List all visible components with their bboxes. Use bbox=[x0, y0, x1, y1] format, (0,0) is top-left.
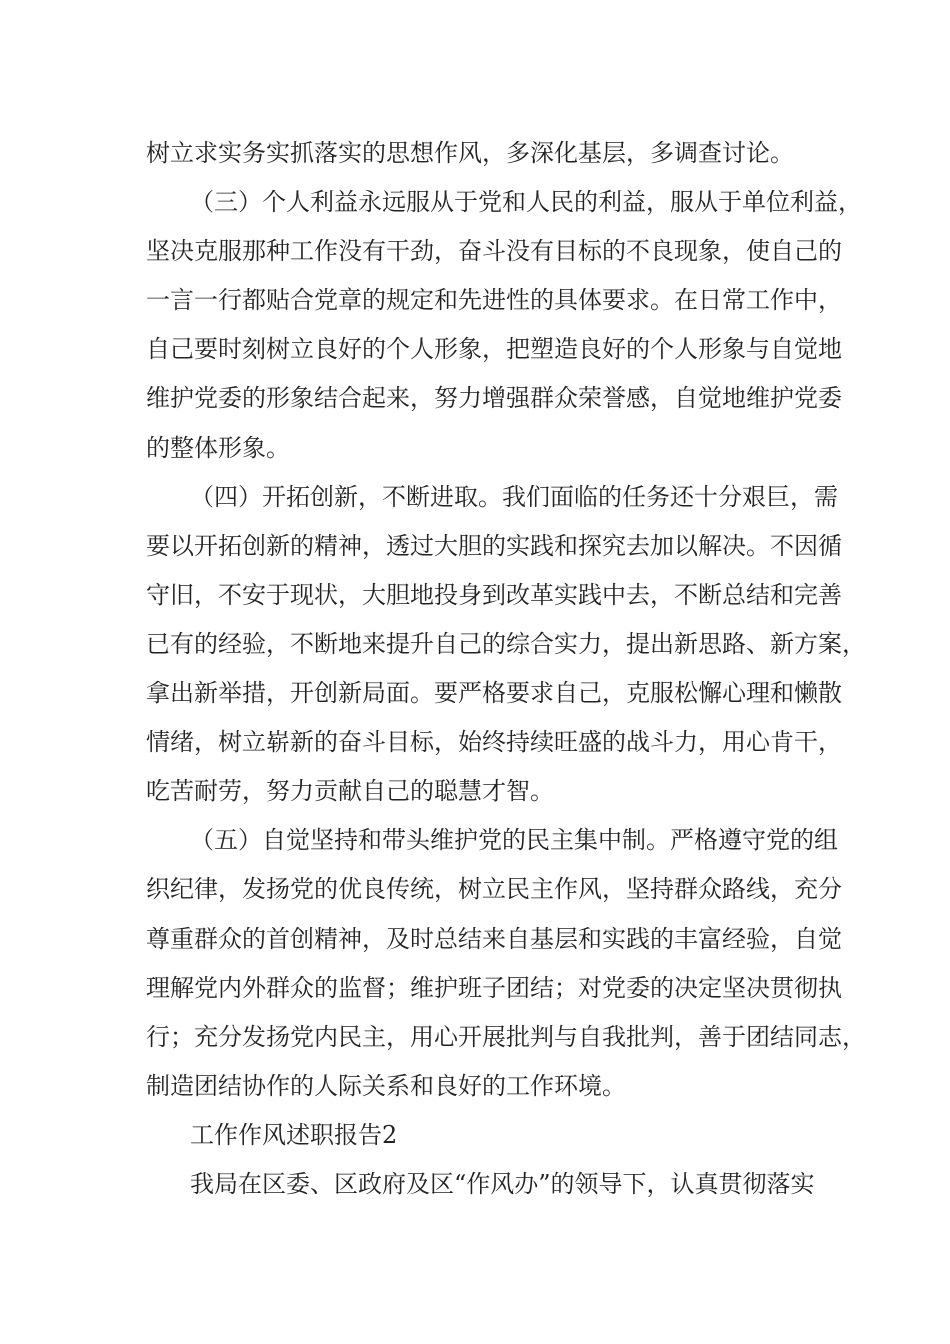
text-line: 一言一行都贴合党章的规定和先进性的具体要求。在日常工作中， bbox=[146, 286, 842, 315]
text-line: 要以开拓创新的精神，透过大胆的实践和探究去加以解决。不因循 bbox=[146, 531, 842, 560]
text-line: 织纪律，发扬党的优良传统，树立民主作风，坚持群众路线，充分 bbox=[146, 875, 842, 904]
text-line: 制造团结协作的人际关系和良好的工作环境。 bbox=[146, 1071, 626, 1100]
paragraph-heading-5: （五）自觉坚持和带头维护党的民主集中制。严格遵守党的组 bbox=[190, 826, 838, 855]
text-line: 我局在区委、区政府及区“作风办”的领导下，认真贯彻落实 bbox=[190, 1169, 815, 1198]
text-line: 的整体形象。 bbox=[146, 433, 290, 462]
text-line: 尊重群众的首创精神，及时总结来自基层和实践的丰富经验，自觉 bbox=[146, 924, 842, 953]
text-line: 拿出新举措，开创新局面。要严格要求自己，克服松懈心理和懒散 bbox=[146, 679, 842, 708]
text-line: 树立求实务实抓落实的思想作风，多深化基层，多调查讨论。 bbox=[146, 139, 794, 167]
text-line: 理解党内外群众的监督；维护班子团结；对党委的决定坚决贯彻执 bbox=[146, 973, 842, 1002]
text-line: 坚决克服那种工作没有干劲，奋斗没有目标的不良现象，使自己的 bbox=[146, 237, 842, 266]
text-line: 吃苦耐劳，努力贡献自己的聪慧才智。 bbox=[146, 777, 554, 806]
text-line: 自己要时刻树立良好的个人形象，把塑造良好的个人形象与自觉地 bbox=[146, 335, 842, 364]
text-line: 维护党委的形象结合起来，努力增强群众荣誉感，自觉地维护党委 bbox=[146, 384, 842, 413]
section-title: 工作作风述职报告2 bbox=[190, 1120, 398, 1149]
text-line: 守旧，不安于现状，大胆地投身到改革实践中去，不断总结和完善 bbox=[146, 580, 842, 609]
text-line: 情绪，树立崭新的奋斗目标，始终持续旺盛的战斗力，用心肯干， bbox=[146, 728, 842, 757]
text-line: 行；充分发扬党内民主，用心开展批判与自我批判，善于团结同志， bbox=[146, 1022, 866, 1051]
document-body bbox=[146, 129, 866, 1209]
paragraph-heading-4: （四）开拓创新，不断进取。我们面临的任务还十分艰巨，需 bbox=[190, 482, 838, 511]
text-line: 已有的经验，不断地来提升自己的综合实力，提出新思路、新方案， bbox=[146, 629, 866, 658]
paragraph-heading-3: （三）个人利益永远服从于党和人民的利益，服从于单位利益， bbox=[190, 188, 862, 217]
